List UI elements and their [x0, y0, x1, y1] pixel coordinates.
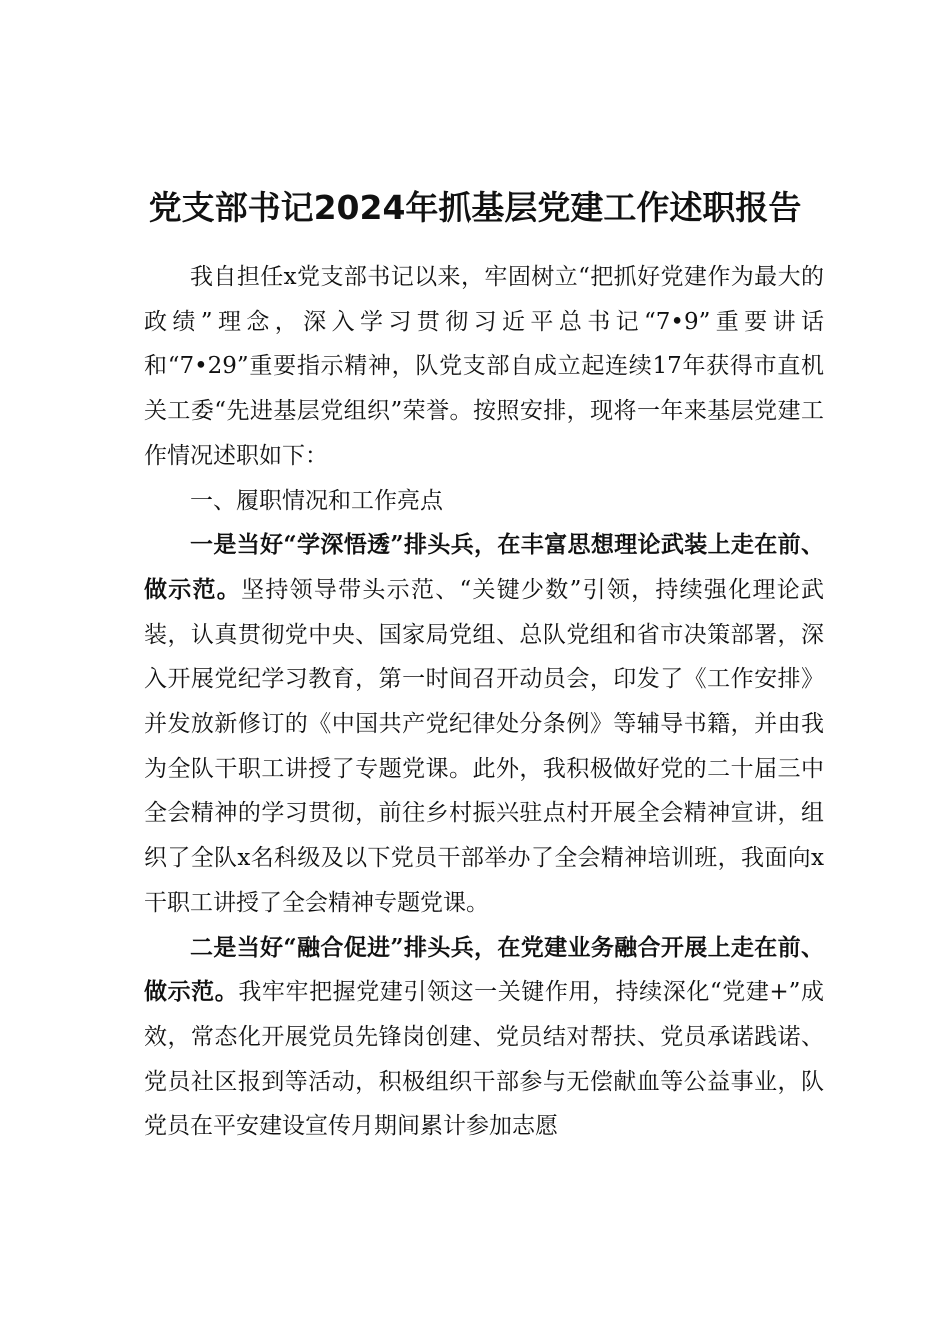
point-one-paragraph	[144, 523, 824, 925]
section-heading: 一、履职情况和工作亮点	[190, 487, 443, 514]
point-two-lead: 二是当好“融合促进”排头兵，在党建业务融合开展上走在前、做示范。	[144, 933, 824, 1006]
document-title: 党支部书记2024年抓基层党建工作述职报告	[148, 188, 802, 227]
point-two-paragraph	[144, 926, 824, 1150]
intro-paragraph: 我自担任x党支部书记以来，牢固树立“把抓好党建作为最大的政绩”理念，深入学习贯彻习近平总书记“7•9”重要讲话和“7•29”重要指示精神，队党支部自成立起连续17年获得市直机关工委“先进基层党组织”荣誉。按照安排，现将一年来基层党建工作情况述职如下：	[144, 264, 824, 469]
point-one-body: 坚持领导带头示范、“关键少数”引领，持续强化理论武装，认真贯彻党中央、国家局党组、总队党组和省市决策部署，深入开展党纪学习教育，第一时间召开动员会，印发了《工作安排》并发放新修订的《中国共产党纪律处分条例》等辅导书籍，并由我为全队干职工讲授了专题党课。此外，我积极做好党的二十届三中全会精神的学习贯彻，前往乡村振兴驻点村开展全会精神宣讲，组织了全队x名科级及以下党员干部举办了全会精神培训班，我面向x干职工讲授了全会精神专题党课。	[144, 576, 824, 916]
point-two-body: 我牢牢把握党建引领这一关键作用，持续深化“党建+”成效，常态化开展党员先锋岗创建、党员结对帮扶、党员承诺践诺、党员社区报到等活动，积极组织干部参与无偿献血等公益事业，队党员在平安建设宣传月期间累计参加志愿	[144, 979, 825, 1140]
point-one-lead: 一是当好“学深悟透”排头兵，在丰富思想理论武装上走在前、做示范。	[144, 531, 824, 603]
document-body	[144, 255, 824, 1149]
